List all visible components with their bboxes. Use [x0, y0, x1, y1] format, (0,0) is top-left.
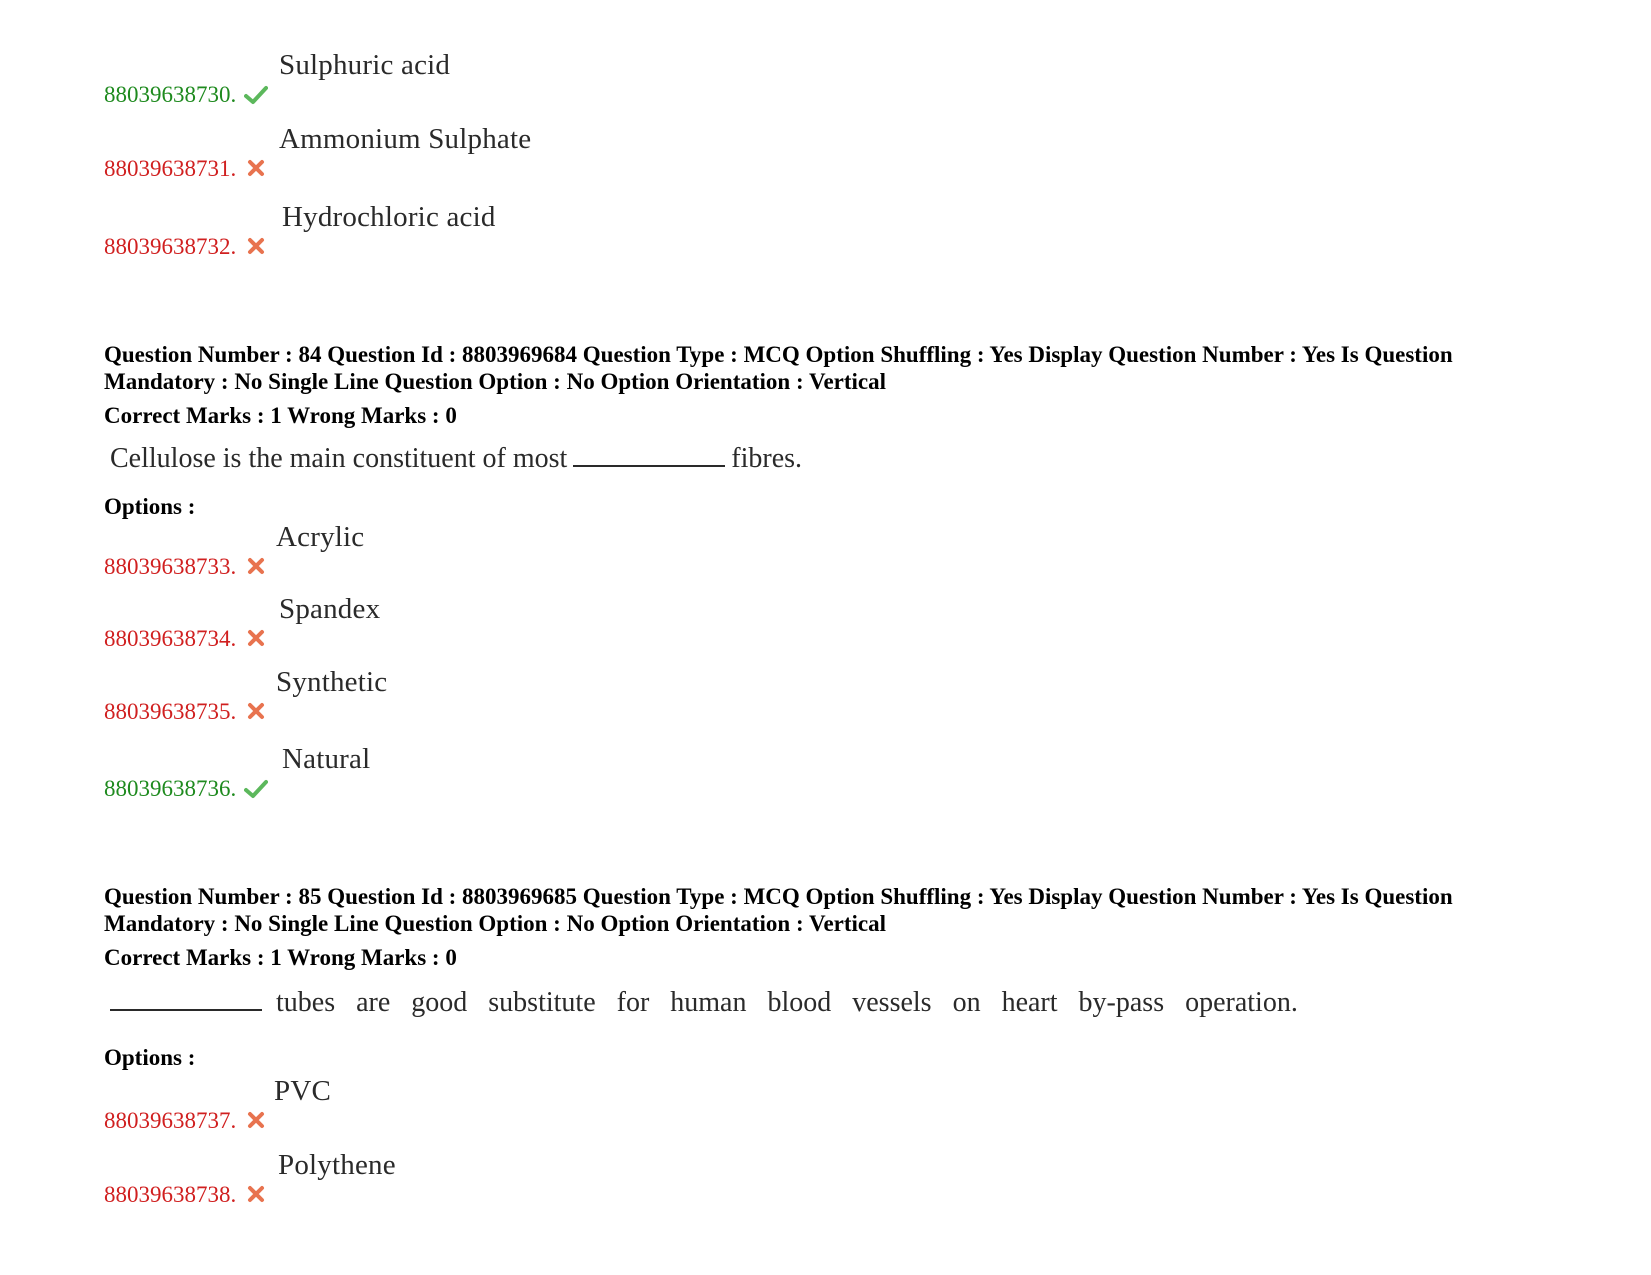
question-text-after: fibres.: [731, 443, 803, 474]
option-text: Spandex: [279, 593, 381, 625]
option-row: [104, 592, 1004, 652]
option-id: 88039638730.: [104, 82, 237, 107]
cross-icon: [246, 1184, 270, 1206]
option-row: [104, 1148, 1004, 1208]
question-header: Question Number : 85 Question Id : 8803969685 Question Type : MCQ Option Shuffling : Yes Display Question Number : Yes Is Question Mandatory : No Single Line Question Option : No Option Orientation : Vertical: [104, 884, 1453, 936]
option-id: 88039638733.: [104, 554, 237, 579]
option-row: [104, 520, 1004, 580]
question-text-before: Cellulose is the main constituent of most: [110, 443, 568, 474]
option-text: Natural: [282, 743, 371, 775]
cross-icon: [246, 158, 270, 180]
options-label: Options :: [104, 1045, 196, 1070]
check-icon: [244, 84, 268, 106]
option-id: 88039638731.: [104, 156, 237, 181]
question-marks: Correct Marks : 1 Wrong Marks : 0: [104, 945, 457, 970]
fill-blank: [573, 441, 725, 467]
option-row: [104, 200, 1004, 260]
option-id: 88039638732.: [104, 234, 237, 259]
question-text-after: tubes are good substitute for human blood vessels on heart by-pass operation.: [276, 987, 1298, 1018]
options-label: Options :: [104, 494, 196, 519]
option-id: 88039638736.: [104, 776, 237, 801]
option-id: 88039638737.: [104, 1108, 237, 1133]
question-text: [110, 441, 802, 476]
question-header: Question Number : 84 Question Id : 8803969684 Question Type : MCQ Option Shuffling : Yes Display Question Number : Yes Is Question Mandatory : No Single Line Question Option : No Option Orientation : Vertical: [104, 342, 1453, 394]
cross-icon: [246, 701, 270, 723]
option-text: Synthetic: [276, 666, 388, 698]
cross-icon: [246, 628, 270, 650]
option-row: [104, 742, 1004, 802]
option-text: Sulphuric acid: [279, 49, 451, 81]
option-text: PVC: [274, 1075, 332, 1107]
option-text: Acrylic: [276, 521, 365, 553]
option-id: 88039638734.: [104, 626, 237, 651]
option-row: [104, 1074, 1004, 1134]
option-row: [104, 665, 1004, 725]
check-icon: [244, 778, 268, 800]
option-row: [104, 48, 1004, 108]
question-text: [110, 985, 1298, 1020]
fill-blank: [110, 985, 262, 1011]
option-text: Ammonium Sulphate: [279, 123, 532, 155]
cross-icon: [246, 1110, 270, 1132]
question-marks: Correct Marks : 1 Wrong Marks : 0: [104, 403, 457, 428]
option-id: 88039638735.: [104, 699, 237, 724]
option-text: Polythene: [278, 1149, 396, 1181]
option-text: Hydrochloric acid: [282, 201, 496, 233]
option-row: [104, 122, 1004, 182]
cross-icon: [246, 556, 270, 578]
option-id: 88039638738.: [104, 1182, 237, 1207]
cross-icon: [246, 236, 270, 258]
